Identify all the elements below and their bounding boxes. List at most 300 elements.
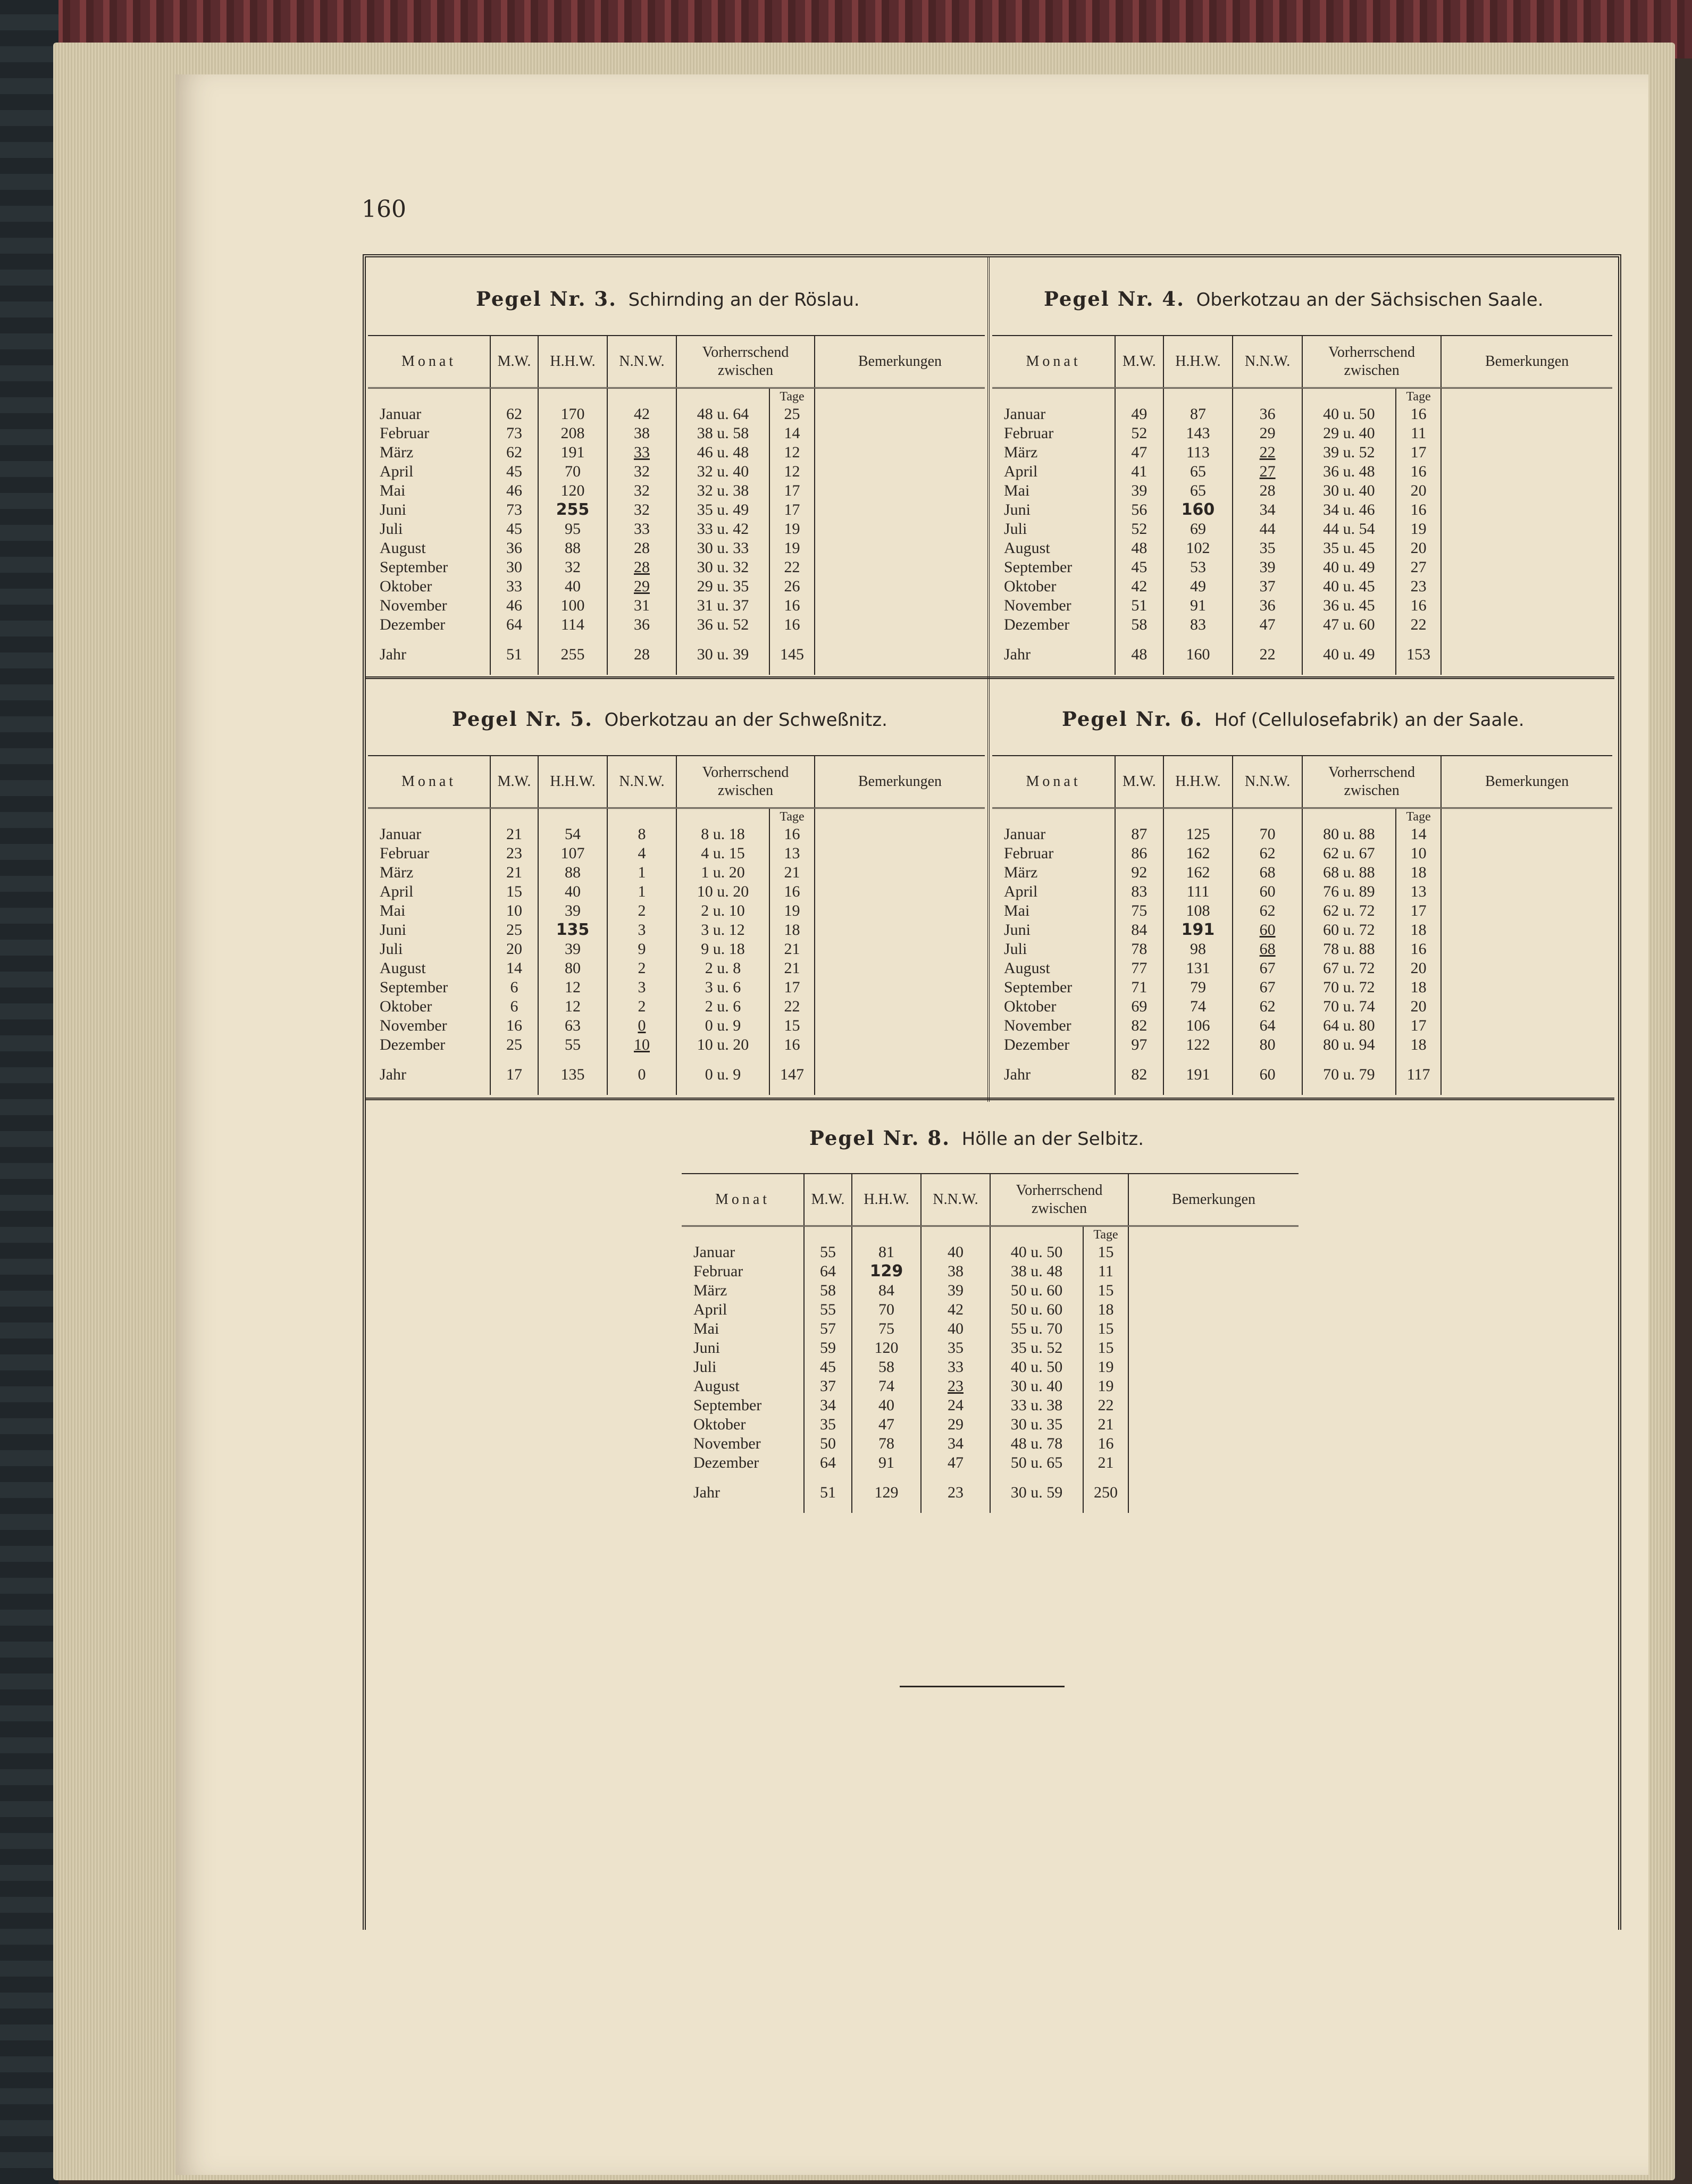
- cell-bemerkungen: [815, 1035, 985, 1055]
- cell-mw: 82: [1115, 1055, 1163, 1095]
- cell-nnw: 67: [1233, 978, 1302, 997]
- cell-hhw: 129: [852, 1262, 921, 1281]
- cell-zw: 35 u. 49: [676, 500, 769, 520]
- month-row: [368, 443, 985, 462]
- cell-tage: 15: [1083, 1338, 1128, 1358]
- cell-tage: 19: [769, 539, 815, 558]
- month-row: [992, 959, 1612, 978]
- cell-mw: 20: [490, 940, 538, 959]
- month-row: [368, 959, 985, 978]
- pegel4-label: Pegel Nr. 4.: [1044, 287, 1185, 311]
- cell-nnw: 62: [1233, 844, 1302, 863]
- empty-cell: [1233, 808, 1302, 825]
- cell-hhw: 69: [1163, 520, 1233, 539]
- cell-monat: Februar: [1004, 424, 1054, 442]
- cell-monat: März: [1004, 864, 1038, 881]
- cell-nnw: 37: [1233, 577, 1302, 596]
- cell-mw: 46: [490, 596, 538, 615]
- column-header-hhw: H.H.W.: [1163, 336, 1233, 388]
- cell-hhw: 70: [852, 1300, 921, 1319]
- cell-nnw: 29: [1233, 424, 1302, 443]
- cell-tage: 250: [1083, 1472, 1128, 1513]
- cell-monat: Oktober: [380, 998, 432, 1015]
- column-header-vorherrschend: Vorherrschend zwischen: [676, 756, 815, 808]
- cell-hhw: 143: [1163, 424, 1233, 443]
- column-header-hhw: H.H.W.: [852, 1174, 921, 1226]
- cell-bemerkungen: [1128, 1319, 1299, 1338]
- cell-tage: 20: [1396, 997, 1441, 1016]
- cell-bemerkungen: [815, 520, 985, 539]
- column-header-monat: Monat: [368, 756, 490, 808]
- month-row: [368, 539, 985, 558]
- cell-zw: 33 u. 42: [676, 520, 769, 539]
- month-row: [992, 901, 1612, 921]
- month-row: [682, 1319, 1299, 1338]
- column-header-bemerkungen: Bemerkungen: [1441, 336, 1612, 388]
- month-row: [368, 615, 985, 634]
- cell-nnw: 44: [1233, 520, 1302, 539]
- cell-zw: 50 u. 60: [990, 1281, 1083, 1300]
- cell-nnw: 36: [1233, 596, 1302, 615]
- cell-mw: 64: [804, 1453, 852, 1472]
- month-row: [992, 481, 1612, 500]
- month-row: [992, 882, 1612, 901]
- tage-header-row: [992, 388, 1612, 405]
- cell-zw: 30 u. 59: [990, 1472, 1083, 1513]
- cell-zw: 10 u. 20: [676, 882, 769, 901]
- cell-nnw: 1: [607, 882, 676, 901]
- cell-nnw: 62: [1233, 997, 1302, 1016]
- cell-mw: 10: [490, 901, 538, 921]
- cell-tage: 18: [1396, 863, 1441, 882]
- tage-label: Tage: [769, 808, 815, 825]
- cell-bemerkungen: [815, 558, 985, 577]
- month-row: [682, 1262, 1299, 1281]
- cell-mw: 45: [804, 1358, 852, 1377]
- month-row: [682, 1453, 1299, 1472]
- cell-hhw: 255: [538, 500, 607, 520]
- month-row: [368, 997, 985, 1016]
- cell-tage: 16: [1396, 462, 1441, 481]
- month-row: [682, 1377, 1299, 1396]
- cell-monat: Februar: [693, 1262, 743, 1280]
- cell-hhw: 54: [538, 825, 607, 844]
- cell-mw: 17: [490, 1055, 538, 1095]
- month-row: [992, 596, 1612, 615]
- cell-mw: 33: [490, 577, 538, 596]
- cell-mw: 62: [490, 443, 538, 462]
- month-row: [368, 596, 985, 615]
- column-header-hhw: H.H.W.: [538, 756, 607, 808]
- book-cover-spine: [0, 0, 58, 2184]
- section-divider: [365, 1098, 1614, 1100]
- cell-nnw: 40: [921, 1319, 990, 1338]
- cell-bemerkungen: [1441, 500, 1612, 520]
- cell-nnw: 32: [607, 500, 676, 520]
- cell-mw: 64: [804, 1262, 852, 1281]
- month-row: [368, 462, 985, 481]
- cell-bemerkungen: [815, 959, 985, 978]
- cell-hhw: 191: [538, 443, 607, 462]
- cell-zw: 38 u. 58: [676, 424, 769, 443]
- column-header-vorherrschend: Vorherrschend zwischen: [1302, 336, 1441, 388]
- cell-monat: April: [380, 463, 414, 480]
- cell-monat: Januar: [380, 405, 422, 423]
- cell-nnw: 22: [1233, 443, 1302, 462]
- pegel4-table: [992, 335, 1612, 675]
- cell-tage: 18: [1396, 1035, 1441, 1055]
- cell-hhw: 40: [538, 882, 607, 901]
- cell-tage: 153: [1396, 634, 1441, 675]
- cell-hhw: 114: [538, 615, 607, 634]
- cell-tage: 20: [1396, 959, 1441, 978]
- cell-bemerkungen: [1128, 1434, 1299, 1453]
- month-row: [992, 921, 1612, 940]
- jahr-row: [992, 1055, 1612, 1095]
- month-row: [992, 940, 1612, 959]
- cell-tage: 16: [769, 882, 815, 901]
- cell-monat: Januar: [380, 825, 422, 843]
- cell-tage: 21: [769, 863, 815, 882]
- cell-zw: 55 u. 70: [990, 1319, 1083, 1338]
- cell-bemerkungen: [1441, 844, 1612, 863]
- cell-zw: 30 u. 40: [990, 1377, 1083, 1396]
- cell-hhw: 135: [538, 1055, 607, 1095]
- cell-zw: 32 u. 38: [676, 481, 769, 500]
- cell-bemerkungen: [815, 940, 985, 959]
- cell-nnw: 68: [1233, 863, 1302, 882]
- cell-hhw: 125: [1163, 825, 1233, 844]
- cell-tage: 19: [1083, 1377, 1128, 1396]
- cell-hhw: 74: [1163, 997, 1233, 1016]
- month-row: [992, 863, 1612, 882]
- empty-cell: [490, 388, 538, 405]
- cell-monat: Mai: [380, 902, 406, 919]
- empty-cell: [1163, 388, 1233, 405]
- cell-hhw: 79: [1163, 978, 1233, 997]
- column-header-mw: M.W.: [490, 756, 538, 808]
- cell-monat: August: [693, 1377, 740, 1395]
- cell-hhw: 88: [538, 863, 607, 882]
- cell-tage: 20: [1396, 481, 1441, 500]
- cell-tage: 14: [769, 424, 815, 443]
- cell-zw: 30 u. 39: [676, 634, 769, 675]
- cell-mw: 56: [1115, 500, 1163, 520]
- tage-header-row: [682, 1226, 1299, 1243]
- cell-zw: 4 u. 15: [676, 844, 769, 863]
- pegel3-title: [476, 287, 860, 311]
- cell-nnw: 0: [607, 1016, 676, 1035]
- cell-monat: November: [380, 597, 447, 614]
- cell-monat: April: [1004, 463, 1038, 480]
- cell-monat: September: [1004, 558, 1073, 576]
- empty-cell: [368, 808, 490, 825]
- cell-bemerkungen: [815, 882, 985, 901]
- cell-mw: 16: [490, 1016, 538, 1035]
- cell-nnw: 40: [921, 1243, 990, 1262]
- cell-tage: 19: [1083, 1358, 1128, 1377]
- cell-hhw: 111: [1163, 882, 1233, 901]
- cell-hhw: 160: [1163, 500, 1233, 520]
- cell-hhw: 135: [538, 921, 607, 940]
- cell-mw: 75: [1115, 901, 1163, 921]
- cell-mw: 55: [804, 1243, 852, 1262]
- cell-zw: 40 u. 50: [990, 1358, 1083, 1377]
- page-number: 160: [362, 196, 406, 223]
- cell-zw: 36 u. 48: [1302, 462, 1396, 481]
- cell-monat: Mai: [1004, 482, 1030, 499]
- cell-hhw: 53: [1163, 558, 1233, 577]
- cell-mw: 97: [1115, 1035, 1163, 1055]
- cell-monat: Dezember: [1004, 1036, 1070, 1053]
- cell-mw: 55: [804, 1300, 852, 1319]
- month-row: [368, 978, 985, 997]
- cell-zw: 32 u. 40: [676, 462, 769, 481]
- cell-zw: 2 u. 10: [676, 901, 769, 921]
- cell-mw: 36: [490, 539, 538, 558]
- cell-monat: November: [693, 1435, 761, 1452]
- cell-hhw: 122: [1163, 1035, 1233, 1055]
- cell-tage: 145: [769, 634, 815, 675]
- empty-cell: [682, 1226, 804, 1243]
- cell-tage: 11: [1396, 424, 1441, 443]
- cell-zw: 9 u. 18: [676, 940, 769, 959]
- month-row: [682, 1396, 1299, 1415]
- tage-label: Tage: [769, 388, 815, 405]
- cell-nnw: 31: [607, 596, 676, 615]
- cell-zw: 50 u. 65: [990, 1453, 1083, 1472]
- cell-mw: 49: [1115, 405, 1163, 424]
- cell-hhw: 191: [1163, 921, 1233, 940]
- cell-bemerkungen: [1128, 1338, 1299, 1358]
- cell-bemerkungen: [815, 481, 985, 500]
- empty-cell: [538, 388, 607, 405]
- cell-tage: 13: [769, 844, 815, 863]
- cell-monat: Dezember: [693, 1454, 759, 1471]
- jahr-row: [368, 1055, 985, 1095]
- tage-header-row: [992, 808, 1612, 825]
- cell-mw: 71: [1115, 978, 1163, 997]
- cell-zw: 70 u. 72: [1302, 978, 1396, 997]
- month-row: [368, 520, 985, 539]
- cell-mw: 86: [1115, 844, 1163, 863]
- cell-hhw: 83: [1163, 615, 1233, 634]
- cell-mw: 21: [490, 825, 538, 844]
- cell-nnw: 60: [1233, 921, 1302, 940]
- cell-mw: 14: [490, 959, 538, 978]
- pegel8-location: Hölle an der Selbitz.: [961, 1128, 1144, 1150]
- cell-zw: 30 u. 40: [1302, 481, 1396, 500]
- cell-mw: 35: [804, 1415, 852, 1434]
- cell-tage: 17: [769, 978, 815, 997]
- cell-monat: Mai: [693, 1320, 719, 1337]
- cell-tage: 25: [769, 405, 815, 424]
- cell-tage: 12: [769, 462, 815, 481]
- pegel3-table: [368, 335, 985, 675]
- pegel8-table: [682, 1173, 1299, 1513]
- empty-cell: [1233, 388, 1302, 405]
- month-row: [368, 825, 985, 844]
- cell-monat: Februar: [380, 844, 430, 862]
- cell-mw: 78: [1115, 940, 1163, 959]
- cell-bemerkungen: [1128, 1396, 1299, 1415]
- column-header-mw: M.W.: [490, 336, 538, 388]
- empty-cell: [992, 808, 1115, 825]
- cell-nnw: 22: [1233, 634, 1302, 675]
- empty-cell: [607, 388, 676, 405]
- empty-cell: [1441, 808, 1612, 825]
- month-row: [682, 1434, 1299, 1453]
- cell-hhw: 91: [852, 1453, 921, 1472]
- cell-tage: 22: [769, 997, 815, 1016]
- cell-bemerkungen: [1441, 1035, 1612, 1055]
- cell-bemerkungen: [1128, 1243, 1299, 1262]
- cell-bemerkungen: [1441, 405, 1612, 424]
- cell-nnw: 47: [921, 1453, 990, 1472]
- cell-tage: 12: [769, 443, 815, 462]
- cell-bemerkungen: [1441, 424, 1612, 443]
- cell-mw: 39: [1115, 481, 1163, 500]
- cell-hhw: 39: [538, 901, 607, 921]
- cell-zw: 46 u. 48: [676, 443, 769, 462]
- empty-cell: [490, 808, 538, 825]
- tage-label: Tage: [1083, 1226, 1128, 1243]
- cell-mw: 6: [490, 978, 538, 997]
- cell-monat: Dezember: [1004, 616, 1070, 633]
- cell-mw: 51: [804, 1472, 852, 1513]
- cell-nnw: 33: [921, 1358, 990, 1377]
- cell-mw: 45: [490, 520, 538, 539]
- cell-monat: Oktober: [1004, 998, 1057, 1015]
- empty-cell: [607, 808, 676, 825]
- cell-zw: 78 u. 88: [1302, 940, 1396, 959]
- pegel6-table: [992, 755, 1612, 1095]
- cell-bemerkungen: [815, 921, 985, 940]
- cell-zw: 33 u. 38: [990, 1396, 1083, 1415]
- cell-zw: 29 u. 40: [1302, 424, 1396, 443]
- cell-zw: 44 u. 54: [1302, 520, 1396, 539]
- empty-cell: [815, 808, 985, 825]
- cell-hhw: 102: [1163, 539, 1233, 558]
- cell-nnw: 32: [607, 481, 676, 500]
- cell-zw: 80 u. 94: [1302, 1035, 1396, 1055]
- cell-monat: August: [1004, 539, 1050, 557]
- pegel5-location: Oberkotzau an der Schweßnitz.: [604, 709, 887, 731]
- cell-monat: September: [380, 558, 448, 576]
- cell-zw: 39 u. 52: [1302, 443, 1396, 462]
- cell-nnw: 34: [921, 1434, 990, 1453]
- column-header-vorherrschend: Vorherrschend zwischen: [990, 1174, 1128, 1226]
- cell-zw: 31 u. 37: [676, 596, 769, 615]
- cell-nnw: 38: [921, 1262, 990, 1281]
- cell-monat: September: [380, 978, 448, 996]
- cell-bemerkungen: [1128, 1415, 1299, 1434]
- pegel5-table: [368, 755, 985, 1095]
- jahr-row: [682, 1472, 1299, 1513]
- month-row: [682, 1358, 1299, 1377]
- cell-monat: Juli: [1004, 940, 1027, 958]
- cell-zw: 34 u. 46: [1302, 500, 1396, 520]
- month-row: [992, 1035, 1612, 1055]
- cell-mw: 25: [490, 921, 538, 940]
- cell-zw: 48 u. 64: [676, 405, 769, 424]
- cell-zw: 3 u. 12: [676, 921, 769, 940]
- cell-nnw: 23: [921, 1377, 990, 1396]
- cell-monat: Juli: [693, 1358, 717, 1376]
- cell-hhw: 47: [852, 1415, 921, 1434]
- cell-hhw: 120: [538, 481, 607, 500]
- cell-mw: 59: [804, 1338, 852, 1358]
- empty-cell: [992, 388, 1115, 405]
- cell-nnw: 70: [1233, 825, 1302, 844]
- cell-bemerkungen: [1128, 1281, 1299, 1300]
- cell-tage: 147: [769, 1055, 815, 1095]
- cell-tage: 22: [1396, 615, 1441, 634]
- cell-hhw: 65: [1163, 481, 1233, 500]
- cell-nnw: 62: [1233, 901, 1302, 921]
- column-header-mw: M.W.: [804, 1174, 852, 1226]
- cell-hhw: 58: [852, 1358, 921, 1377]
- cell-nnw: 64: [1233, 1016, 1302, 1035]
- cell-bemerkungen: [815, 1055, 985, 1095]
- cell-nnw: 9: [607, 940, 676, 959]
- cell-monat: März: [380, 864, 414, 881]
- cell-zw: 40 u. 49: [1302, 634, 1396, 675]
- cell-tage: 19: [1396, 520, 1441, 539]
- cell-mw: 51: [1115, 596, 1163, 615]
- cell-monat: April: [1004, 883, 1038, 900]
- empty-cell: [1115, 388, 1163, 405]
- cell-monat: September: [693, 1396, 762, 1414]
- cell-hhw: 70: [538, 462, 607, 481]
- cell-nnw: 10: [607, 1035, 676, 1055]
- cell-hhw: 63: [538, 1016, 607, 1035]
- column-header-hhw: H.H.W.: [1163, 756, 1233, 808]
- cell-tage: 18: [1083, 1300, 1128, 1319]
- cell-nnw: 1: [607, 863, 676, 882]
- month-row: [992, 1016, 1612, 1035]
- cell-mw: 47: [1115, 443, 1163, 462]
- column-header-nnw: N.N.W.: [607, 756, 676, 808]
- cell-monat: April: [693, 1301, 727, 1318]
- cell-mw: 87: [1115, 825, 1163, 844]
- cell-monat: Mai: [380, 482, 406, 499]
- cell-monat: Juli: [380, 940, 403, 958]
- cell-tage: 16: [1396, 500, 1441, 520]
- empty-cell: [921, 1226, 990, 1243]
- cell-tage: 27: [1396, 558, 1441, 577]
- pegel3-location: Schirnding an der Röslau.: [628, 289, 860, 311]
- cell-zw: 30 u. 33: [676, 539, 769, 558]
- cell-mw: 51: [490, 634, 538, 675]
- cell-tage: 16: [769, 596, 815, 615]
- month-row: [992, 577, 1612, 596]
- cell-hhw: 113: [1163, 443, 1233, 462]
- cell-mw: 48: [1115, 634, 1163, 675]
- cell-monat: September: [1004, 978, 1073, 996]
- cell-bemerkungen: [815, 424, 985, 443]
- cell-monat: Juli: [1004, 520, 1027, 538]
- tage-label: Tage: [1396, 388, 1441, 405]
- pegel6-label: Pegel Nr. 6.: [1062, 707, 1203, 731]
- cell-zw: 36 u. 52: [676, 615, 769, 634]
- cell-monat: Oktober: [1004, 578, 1057, 595]
- cell-bemerkungen: [1441, 825, 1612, 844]
- cell-mw: 45: [490, 462, 538, 481]
- cell-zw: 48 u. 78: [990, 1434, 1083, 1453]
- column-header-monat: Monat: [368, 336, 490, 388]
- cell-monat: Juni: [693, 1339, 721, 1357]
